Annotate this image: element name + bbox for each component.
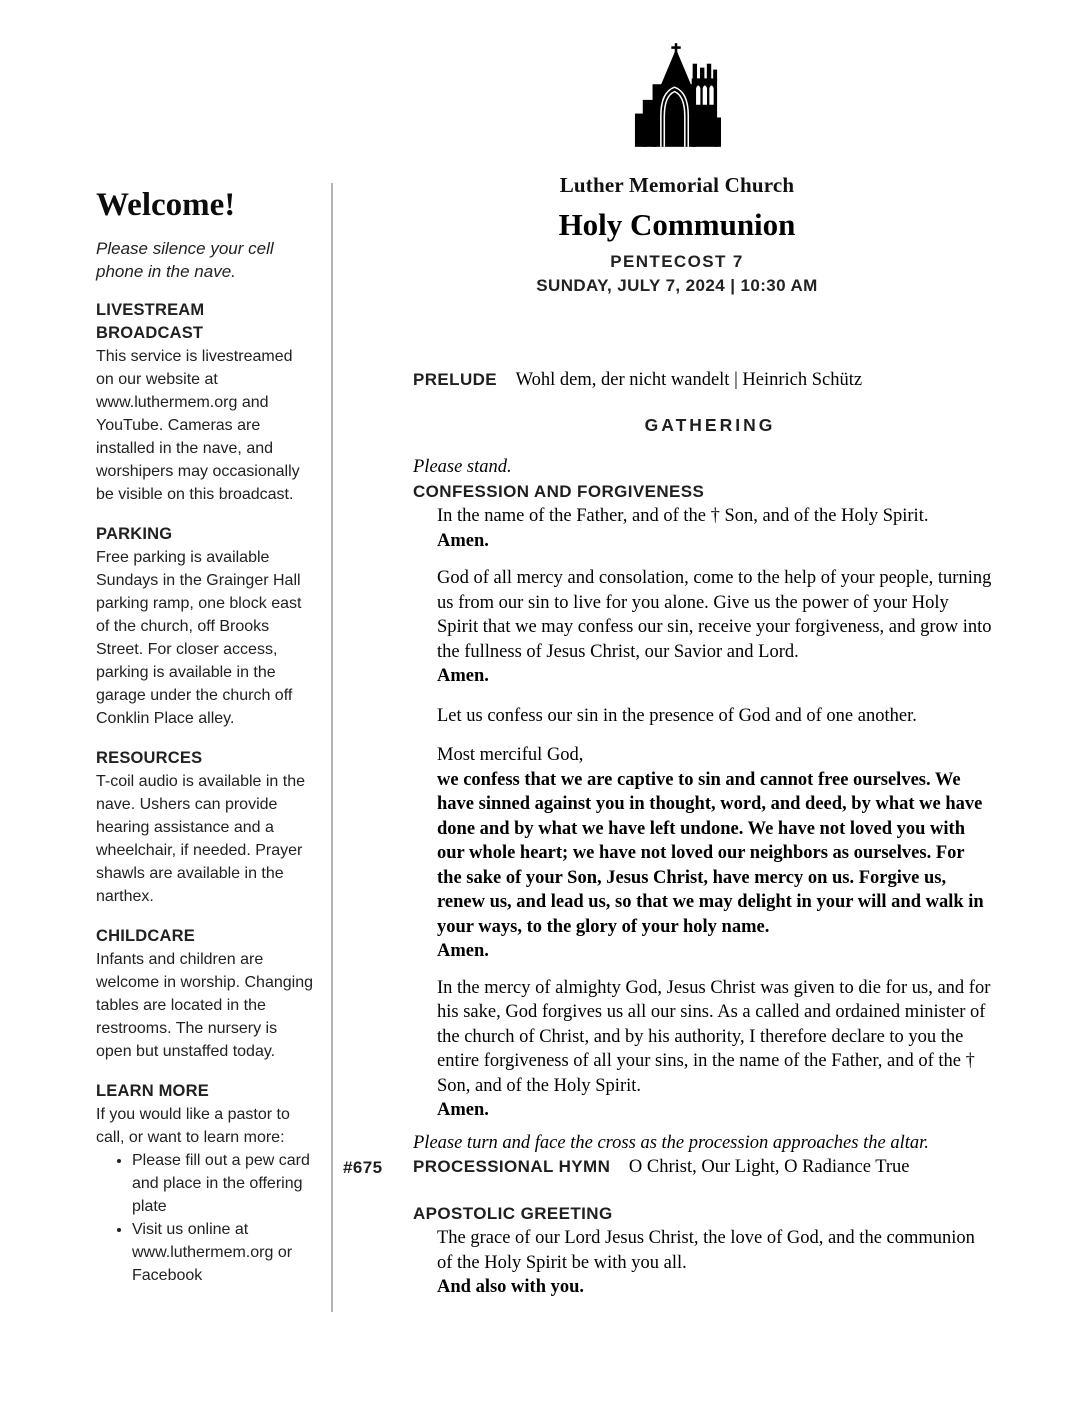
confession-heading: CONFESSION AND FORGIVENESS	[413, 481, 705, 501]
church-name: Luther Memorial Church	[559, 173, 795, 197]
sidebar-section-resources	[96, 747, 314, 908]
amen-response: Amen.	[437, 666, 489, 686]
greeting-text: The grace of our Lord Jesus Christ, the love of God, and the communion of the Holy Spirit be with you all.	[437, 1228, 975, 1273]
gathering-heading: GATHERING	[644, 414, 776, 435]
sidebar-heading: PARKING	[96, 525, 173, 543]
column-divider	[331, 183, 333, 1312]
sidebar-section-childcare	[96, 925, 314, 1063]
silence-phone-note: Please silence your cell phone in the nave.	[96, 239, 274, 281]
prelude-line	[413, 368, 1007, 393]
list-item: • Please fill out a pew card and place in the offering plate	[132, 1149, 314, 1218]
sidebar-heading: CHILDCARE	[96, 927, 195, 945]
sidebar-body: This service is livestreamed on our website at www.luthermem.org and YouTube. Cameras are installed in the nave, and worshipers may occasionally be visible on this broadcast.	[96, 348, 300, 503]
rubric-stand: Please stand.	[413, 457, 512, 477]
sidebar-heading: LEARN MORE	[96, 1082, 209, 1100]
service-title: Holy Communion	[558, 207, 796, 242]
sidebar-section-parking	[96, 523, 314, 730]
season-label: PENTECOST 7	[610, 252, 744, 271]
learn-more-list	[96, 1149, 314, 1287]
sidebar-body: T-coil audio is available in the nave. Ushers can provide hearing assistance and a wheelchair, if needed. Prayer shawls are available in the narthex.	[96, 773, 306, 905]
processional-hymn-line	[343, 1155, 1007, 1180]
hymn-number: #675	[343, 1158, 383, 1177]
apostolic-greeting-heading: APOSTOLIC GREETING	[413, 1203, 613, 1223]
confession-invitation: Let us confess our sin in the presence of God and of one another.	[437, 705, 917, 726]
processional-hymn-title: O Christ, Our Light, O Radiance True	[628, 1157, 910, 1177]
prelude-label: PRELUDE	[413, 370, 498, 389]
amen-response: Amen.	[437, 941, 489, 961]
church-logo-icon	[633, 42, 721, 148]
absolution-text: In the mercy of almighty God, Jesus Christ was given to die for us, and for his sake, God forgives us all our sins. As a called and ordained minister of the church of Christ, and by his authority, I therefore declare to you the entire forgiveness of all your sins, in the name of the Father, and of the † Son, and of the Holy Spirit.	[437, 977, 991, 1096]
confession-intro: Most merciful God,	[437, 745, 584, 765]
greeting-response: And also with you.	[437, 1277, 585, 1297]
sidebar-body: Infants and children are welcome in worship. Changing tables are located in the restrooms. The nursery is open but unstaffed today.	[96, 951, 313, 1060]
confession-text: we confess that we are captive to sin and cannot free ourselves. We have sinned against you in thought, word, and deed, by what we have done and by what we have left undone. We have not loved you with our whole heart; we have not loved our neighbors as ourselves. For the sake of your Son, Jesus Christ, have mercy on us. Forgive us, renew us, and lead us, so that we may delight in your will and walk in your ways, to the glory of your holy name.	[437, 769, 984, 937]
rubric-procession: Please turn and face the cross as the procession approaches the altar.	[413, 1132, 929, 1153]
sidebar-body: If you would like a pastor to call, or want to learn more:	[96, 1106, 290, 1146]
sidebar-heading: RESOURCES	[96, 749, 203, 767]
welcome-title: Welcome!	[96, 187, 236, 223]
amen-response: Amen.	[437, 1100, 489, 1120]
prelude-title: Wohl dem, der nicht wandelt | Heinrich Schütz	[515, 370, 863, 390]
sidebar-section-learn-more	[96, 1080, 314, 1287]
bulletin-header	[346, 42, 1008, 296]
service-datetime: SUNDAY, JULY 7, 2024 | 10:30 AM	[536, 276, 818, 295]
sidebar-heading: LIVESTREAM BROADCAST	[96, 301, 205, 342]
sidebar-section-livestream	[96, 299, 314, 506]
confession-prayer: God of all mercy and consolation, come to the help of your people, turning us from our sin to live for you alone. Give us the power of your Holy Spirit that we may confess our sin, receive your forgiveness, and grow into the fullness of Jesus Christ, our Savior and Lord.	[437, 568, 992, 662]
amen-response: Amen.	[437, 530, 489, 551]
list-item: • Visit us online at www.luthermem.org or Facebook	[132, 1218, 314, 1287]
processional-hymn-label: PROCESSIONAL HYMN	[413, 1157, 611, 1176]
liturgy-content	[343, 368, 1007, 1300]
sidebar-body: Free parking is available Sundays in the Grainger Hall parking ramp, one block east of the church, off Brooks Street. For closer access, parking is available in the garage under the church off Conklin Place alley.	[96, 549, 302, 727]
welcome-sidebar	[96, 185, 314, 1304]
invocation-line: In the name of the Father, and of the † Son, and of the Holy Spirit.	[437, 506, 929, 526]
